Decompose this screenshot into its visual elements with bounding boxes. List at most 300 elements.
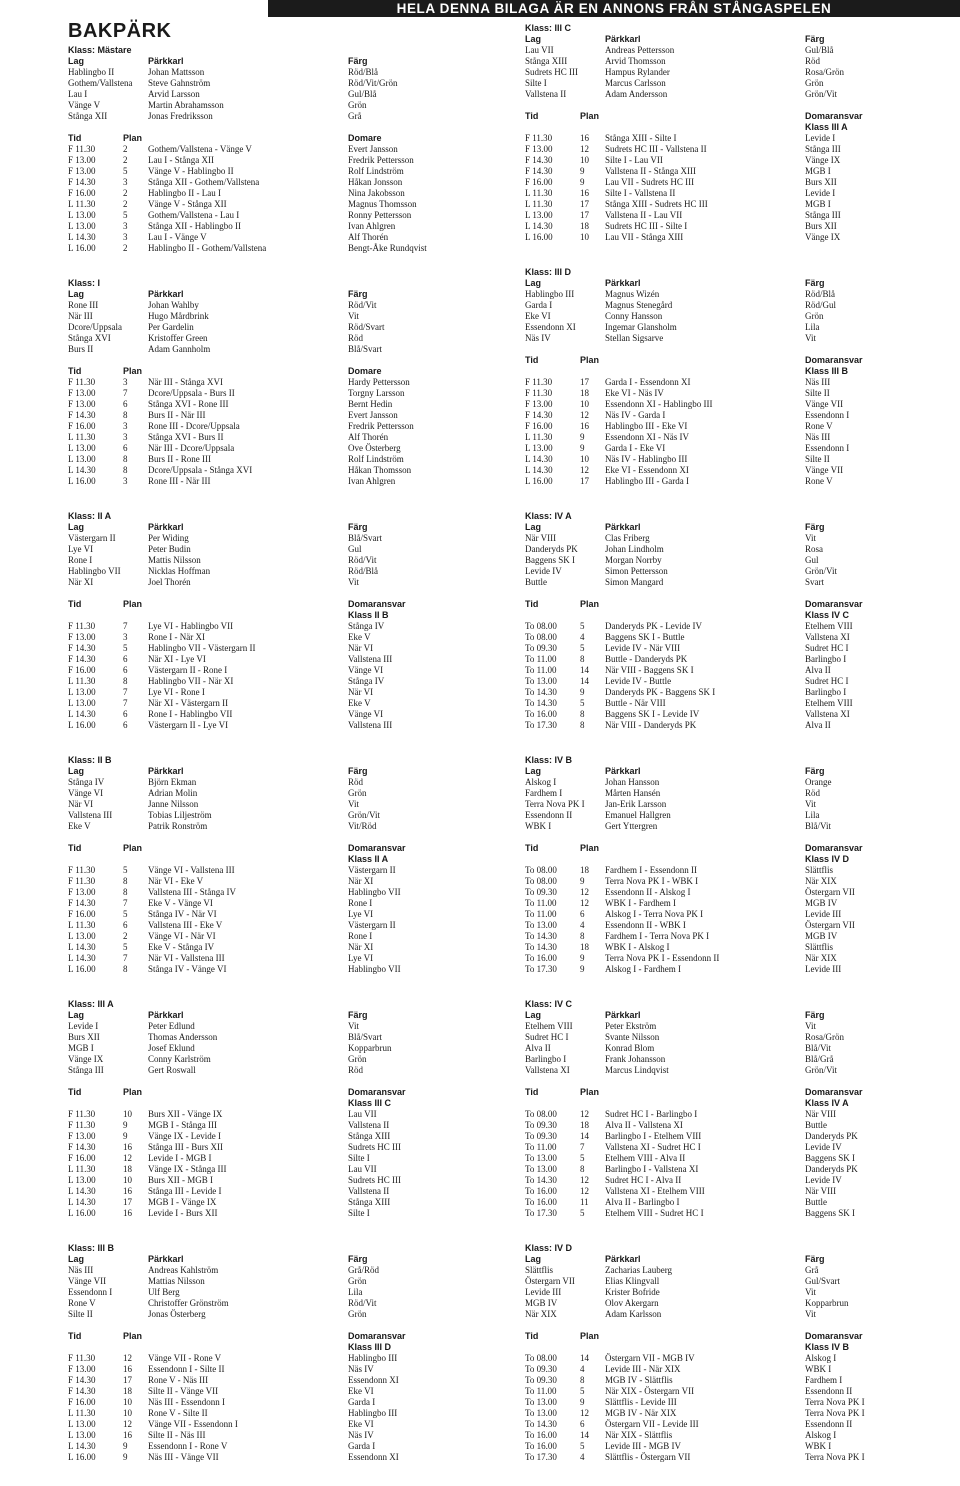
match-header-row <box>525 599 905 610</box>
match-time: F 14.30 <box>525 410 553 420</box>
match-teams: Rone V - Silte II <box>148 1408 208 1418</box>
tid-header: Tid <box>68 599 82 609</box>
match-time: L 13.00 <box>68 698 96 708</box>
match-teams: När XI - Västergarn II <box>148 698 229 708</box>
match-teams: Östergarn VII - MGB IV <box>605 1353 695 1363</box>
class-title: Klass: IV D <box>525 1243 573 1253</box>
match-field: 9 <box>580 1397 585 1407</box>
blank <box>525 1098 580 1109</box>
team-row <box>68 1276 460 1287</box>
tid-header: Tid <box>68 1331 82 1341</box>
team-parkarl: Clas Friberg <box>605 533 650 543</box>
match-row <box>68 443 460 454</box>
match-header-row <box>68 1331 460 1342</box>
match-time: To 17.30 <box>525 1452 557 1462</box>
tid-header: Tid <box>525 111 539 121</box>
match-referee: Rolf Lindström <box>348 454 404 464</box>
match-field: 18 <box>580 942 589 952</box>
team-name: MGB IV <box>525 1298 558 1308</box>
match-field: 17 <box>580 210 589 220</box>
team-name: MGB I <box>68 1043 94 1053</box>
match-row <box>525 399 905 410</box>
match-referee: Evert Jansson <box>348 410 398 420</box>
team-row <box>68 1265 460 1276</box>
team-row <box>525 1287 905 1298</box>
referee-class-row <box>525 854 905 865</box>
match-field: 12 <box>123 1419 132 1429</box>
match-teams: Essendonn I - Rone V <box>148 1441 228 1451</box>
match-time: L 16.00 <box>525 232 553 242</box>
referee-header: Domare <box>348 133 382 143</box>
team-parkarl: Martin Abrahamsson <box>148 100 224 110</box>
match-field: 10 <box>123 1397 132 1407</box>
referee-class: Klass II B <box>348 610 389 620</box>
match-header-row <box>68 599 460 610</box>
match-referee: Vänge VII <box>805 465 844 475</box>
team-row <box>68 788 460 799</box>
match-referee: Terra Nova PK I <box>805 1397 865 1407</box>
match-teams: Stånga XII - Hablingbo II <box>148 221 241 231</box>
referee-class: Klass IV A <box>805 1098 849 1108</box>
match-field: 5 <box>123 865 128 875</box>
team-parkarl: Johan Hansson <box>605 777 660 787</box>
match-row <box>68 909 460 920</box>
match-time: F 11.30 <box>525 377 553 387</box>
team-parkarl: Thomas Andersson <box>148 1032 218 1042</box>
match-row <box>525 1208 905 1219</box>
match-field: 6 <box>580 1419 585 1429</box>
match-referee: Vallstena XI <box>805 709 850 719</box>
team-name: Stånga IV <box>68 777 105 787</box>
match-row <box>68 953 460 964</box>
match-row <box>68 1109 460 1120</box>
team-color: Orange <box>805 777 832 787</box>
match-referee: WBK I <box>805 1441 832 1451</box>
farg-header: Färg <box>805 34 825 44</box>
blank <box>580 610 605 621</box>
team-parkarl: Adrian Molin <box>148 788 198 798</box>
team-parkarl: Konrad Blom <box>605 1043 655 1053</box>
team-name: Stånga III <box>68 1065 104 1075</box>
match-teams: Garda I - Eke VI <box>605 443 666 453</box>
match-teams: Vallstena III - Stånga IV <box>148 887 236 897</box>
referee-class: Klass II A <box>348 854 389 864</box>
match-time: L 11.30 <box>525 432 553 442</box>
match-header-blank <box>605 599 805 610</box>
match-referee: Näs III <box>805 432 831 442</box>
match-time: L 14.30 <box>68 709 96 719</box>
match-time: To 16.00 <box>525 953 557 963</box>
match-referee: Terra Nova PK I <box>805 1408 865 1418</box>
class-title: Klass: III D <box>525 267 572 277</box>
referee-class-row <box>525 366 905 377</box>
match-teams: När XI - Lye VI <box>148 654 206 664</box>
team-parkarl: Johan Wahlby <box>148 300 199 310</box>
match-row <box>68 1353 460 1364</box>
match-referee: Essendonn II <box>805 1419 853 1429</box>
match-field: 10 <box>580 155 589 165</box>
match-time: F 11.30 <box>525 133 553 143</box>
referee-header: Domaransvar <box>805 111 863 121</box>
team-name: Levide IV <box>525 566 562 576</box>
team-parkarl: Arvid Thomsson <box>605 56 666 66</box>
team-name: Hablingbo III <box>525 289 575 299</box>
match-time: F 14.30 <box>68 654 96 664</box>
team-name: Rone V <box>68 1298 96 1308</box>
match-time: To 08.00 <box>525 621 557 631</box>
match-row <box>525 454 905 465</box>
tid-header: Tid <box>68 366 82 376</box>
referee-class: Klass III C <box>348 1098 392 1108</box>
team-name: Baggens SK I <box>525 555 575 565</box>
match-row <box>525 1109 905 1120</box>
match-field: 8 <box>123 887 128 897</box>
team-name: Vänge VI <box>68 788 104 798</box>
match-field: 2 <box>123 188 128 198</box>
match-field: 17 <box>580 476 589 486</box>
team-row <box>525 1032 905 1043</box>
parkarl-header: Pärkkarl <box>148 289 184 299</box>
team-color: Grön <box>348 1276 367 1286</box>
team-parkarl: Elias Klingvall <box>605 1276 660 1286</box>
class-section <box>525 22 905 243</box>
spacer <box>68 588 460 599</box>
blank <box>605 1098 805 1109</box>
team-color: Röd/Blå <box>348 67 379 77</box>
match-referee: Bernt Hedin <box>348 399 393 409</box>
match-row <box>68 1452 460 1463</box>
team-name: Essendonn I <box>68 1287 113 1297</box>
class-title: Klass: II B <box>68 755 112 765</box>
match-referee: Hardy Pettersson <box>348 377 410 387</box>
match-referee: Silte II <box>805 388 830 398</box>
tid-header: Tid <box>68 843 82 853</box>
team-row <box>525 799 905 810</box>
match-field: 18 <box>580 1120 589 1130</box>
team-color: Röd/Blå <box>348 566 379 576</box>
match-teams: Näs III - Essendonn I <box>148 1397 225 1407</box>
match-referee: Stånga IV <box>348 621 385 631</box>
match-row <box>68 920 460 931</box>
spacer <box>68 355 460 366</box>
referee-header: Domaransvar <box>348 599 406 609</box>
match-field: 6 <box>123 720 128 730</box>
team-name: Näs III <box>68 1265 94 1275</box>
match-field: 12 <box>580 465 589 475</box>
match-field: 8 <box>580 709 585 719</box>
team-row <box>525 555 905 566</box>
match-teams: Hablingbo III - Garda I <box>605 476 689 486</box>
match-teams: Lau I - Stånga XII <box>148 155 214 165</box>
team-parkarl: Jonas Fredriksson <box>148 111 213 121</box>
lag-header: Lag <box>68 56 85 66</box>
blank <box>580 1342 605 1353</box>
team-name: Rone III <box>68 300 99 310</box>
match-field: 17 <box>580 377 589 387</box>
team-color: Gul <box>348 544 362 554</box>
team-parkarl: Joel Thorén <box>148 577 191 587</box>
team-parkarl: Andreas Pettersson <box>605 45 675 55</box>
match-teams: Vänge VI - När VI <box>148 931 216 941</box>
match-time: To 09.30 <box>525 887 557 897</box>
match-time: To 09.30 <box>525 1364 557 1374</box>
match-field: 8 <box>123 454 128 464</box>
match-field: 8 <box>123 876 128 886</box>
team-row <box>68 78 460 89</box>
match-row <box>525 443 905 454</box>
match-field: 17 <box>123 1197 132 1207</box>
match-field: 5 <box>580 1386 585 1396</box>
match-teams: Vallstena XI - Etelhem VIII <box>605 1186 705 1196</box>
match-referee: Håkan Thomsson <box>348 465 412 475</box>
team-color: Blå/Svart <box>348 533 382 543</box>
class-section <box>525 1242 905 1463</box>
match-field: 12 <box>580 898 589 908</box>
team-row <box>68 333 460 344</box>
class-title: Klass: IV A <box>525 511 572 521</box>
match-referee: Baggens SK I <box>805 1153 855 1163</box>
match-teams: Essendonn I - Silte II <box>148 1364 225 1374</box>
match-referee: Alva II <box>805 665 831 675</box>
referee-class-row <box>525 1098 905 1109</box>
match-teams: Rone I - När XI <box>148 632 205 642</box>
match-row <box>525 654 905 665</box>
team-header-row <box>68 522 460 533</box>
team-row <box>68 89 460 100</box>
match-row <box>68 155 460 166</box>
team-name: Näs IV <box>525 333 551 343</box>
match-time: F 14.30 <box>68 410 96 420</box>
match-teams: Vänge VI - Vallstena III <box>148 865 235 875</box>
match-time: F 16.00 <box>68 1397 96 1407</box>
match-time: L 13.00 <box>68 454 96 464</box>
match-referee: Etelhem VIII <box>805 698 853 708</box>
spacer <box>525 344 905 355</box>
lag-header: Lag <box>525 34 542 44</box>
team-name: När VIII <box>525 533 557 543</box>
match-teams: Slättflis - Levide III <box>605 1397 677 1407</box>
match-teams: Levide III - När XIX <box>605 1364 681 1374</box>
match-time: L 11.30 <box>525 188 553 198</box>
spacer <box>525 1076 905 1087</box>
tid-header: Tid <box>525 1087 539 1097</box>
team-color: Grön/Vit <box>348 810 380 820</box>
team-row <box>525 78 905 89</box>
class-section <box>525 998 905 1219</box>
team-name: WBK I <box>525 821 552 831</box>
match-time: L 13.00 <box>525 443 553 453</box>
match-time: L 11.30 <box>68 676 96 686</box>
farg-header: Färg <box>348 289 368 299</box>
match-field: 16 <box>580 188 589 198</box>
match-teams: Hablingbo II - Gothem/Vallstena <box>148 243 267 253</box>
match-row <box>525 1142 905 1153</box>
match-time: To 11.00 <box>525 1386 557 1396</box>
match-referee: Östergarn VII <box>805 920 855 930</box>
match-teams: Stånga III - Burs XII <box>148 1142 223 1152</box>
match-time: To 08.00 <box>525 865 557 875</box>
class-section <box>68 754 460 975</box>
match-teams: Alva II - Barlingbo I <box>605 1197 680 1207</box>
match-teams: Västergarn II - Rone I <box>148 665 228 675</box>
match-referee: Danderyds PK <box>805 1164 858 1174</box>
match-row <box>68 476 460 487</box>
match-field: 9 <box>580 687 585 697</box>
match-field: 10 <box>123 1109 132 1119</box>
team-name: Dcore/Uppsala <box>68 322 122 332</box>
match-referee: Hablingbo III <box>348 1408 398 1418</box>
match-time: F 16.00 <box>68 188 96 198</box>
match-time: F 14.30 <box>68 1142 96 1152</box>
lag-header: Lag <box>525 1010 542 1020</box>
plan-header: Plan <box>580 843 600 853</box>
team-row <box>68 544 460 555</box>
team-parkarl: Marcus Carlsson <box>605 78 666 88</box>
match-teams: När VIII - Baggens SK I <box>605 665 694 675</box>
match-header-row <box>525 355 905 366</box>
match-referee: Alf Thorén <box>348 432 389 442</box>
match-referee: När VIII <box>805 1186 837 1196</box>
match-row <box>525 1120 905 1131</box>
match-time: To 08.00 <box>525 1109 557 1119</box>
match-field: 6 <box>123 443 128 453</box>
match-teams: Vallstena III - Eke V <box>148 920 223 930</box>
match-field: 14 <box>580 1353 589 1363</box>
match-row <box>525 621 905 632</box>
match-teams: Levide IV - Buttle <box>605 676 672 686</box>
match-referee: Levide IV <box>805 1175 842 1185</box>
match-row <box>68 1142 460 1153</box>
team-parkarl: Adam Karlsson <box>605 1309 662 1319</box>
team-parkarl: Patrik Ronström <box>148 821 208 831</box>
match-field: 9 <box>580 876 585 886</box>
match-teams: Rone I - Hablingbo VII <box>148 709 233 719</box>
match-teams: Etelhem VIII - Sudret HC I <box>605 1208 704 1218</box>
team-color: Röd/Blå <box>805 289 836 299</box>
match-field: 9 <box>123 1452 128 1462</box>
match-field: 9 <box>123 1131 128 1141</box>
match-field: 9 <box>123 1120 128 1130</box>
match-time: L 14.30 <box>525 454 553 464</box>
match-teams: Gothem/Vallstena - Vänge V <box>148 144 252 154</box>
match-teams: Stånga IV - När VI <box>148 909 217 919</box>
team-name: Vallstena XI <box>525 1065 570 1075</box>
match-referee: Levide I <box>805 188 836 198</box>
match-header-row <box>525 843 905 854</box>
team-parkarl: Emanuel Hallgren <box>605 810 671 820</box>
team-color: Röd/Vit <box>348 1298 377 1308</box>
match-field: 16 <box>123 1142 132 1152</box>
team-name: Silte II <box>68 1309 93 1319</box>
blank <box>525 1342 580 1353</box>
match-teams: När XIX - Östergarn VII <box>605 1386 695 1396</box>
class-section <box>68 44 460 254</box>
match-field: 7 <box>123 898 128 908</box>
blank <box>123 610 148 621</box>
match-time: L 16.00 <box>68 1208 96 1218</box>
team-name: Vänge VII <box>68 1276 107 1286</box>
match-field: 9 <box>580 177 585 187</box>
match-teams: Barlingbo I - Etelhem VIII <box>605 1131 702 1141</box>
match-field: 16 <box>580 133 589 143</box>
match-field: 3 <box>123 377 128 387</box>
match-time: L 14.30 <box>68 1441 96 1451</box>
match-row <box>525 1353 905 1364</box>
match-time: L 13.00 <box>68 1175 96 1185</box>
match-time: L 13.00 <box>68 931 96 941</box>
team-color: Röd/Vit/Grön <box>348 78 398 88</box>
match-referee: Vänge VI <box>348 665 384 675</box>
team-name: Stånga XII <box>68 111 108 121</box>
referee-class-row <box>68 1098 460 1109</box>
match-teams: Terra Nova PK I - Essendonn II <box>605 953 720 963</box>
match-referee: Buttle <box>805 1197 827 1207</box>
team-row <box>68 1065 460 1076</box>
tid-header: Tid <box>68 133 82 143</box>
team-name: Vänge V <box>68 100 101 110</box>
match-time: F 14.30 <box>68 643 96 653</box>
match-row <box>68 177 460 188</box>
match-field: 17 <box>580 199 589 209</box>
plan-header: Plan <box>123 599 143 609</box>
match-field: 8 <box>123 676 128 686</box>
team-parkarl: Marcus Lindqvist <box>605 1065 669 1075</box>
match-row <box>68 432 460 443</box>
team-parkarl: Kristoffer Green <box>148 333 208 343</box>
match-row <box>68 1419 460 1430</box>
team-name: Hablingbo VII <box>68 566 121 576</box>
team-name: Burs II <box>68 344 94 354</box>
match-field: 7 <box>123 388 128 398</box>
team-header-row <box>525 766 905 777</box>
match-row <box>525 377 905 388</box>
match-referee: Vänge IX <box>805 155 841 165</box>
match-teams: Eke V - Stånga IV <box>148 942 215 952</box>
match-referee: När XIX <box>805 876 837 886</box>
lag-header: Lag <box>68 1010 85 1020</box>
match-time: To 13.00 <box>525 1408 557 1418</box>
match-time: To 09.30 <box>525 1375 557 1385</box>
blank <box>123 854 148 865</box>
match-field: 2 <box>123 155 128 165</box>
team-color: Vit <box>348 799 359 809</box>
team-row <box>68 1032 460 1043</box>
class-section <box>68 998 460 1219</box>
team-color: Gul <box>805 555 819 565</box>
match-referee: Rone V <box>805 421 833 431</box>
team-row <box>525 777 905 788</box>
class-title: Klass: I <box>68 278 101 288</box>
match-row <box>68 188 460 199</box>
match-referee: Sudret HC I <box>805 643 849 653</box>
match-teams: Östergarn VII - Levide III <box>605 1419 699 1429</box>
team-name: Västergarn II <box>68 533 116 543</box>
blank <box>580 854 605 865</box>
team-color: Lila <box>805 322 820 332</box>
match-referee: Alva II <box>805 720 831 730</box>
match-field: 8 <box>580 720 585 730</box>
match-time: L 11.30 <box>68 432 96 442</box>
parkarl-header: Pärkkarl <box>605 34 641 44</box>
match-field: 3 <box>123 632 128 642</box>
match-row <box>525 166 905 177</box>
match-row <box>68 1364 460 1375</box>
match-time: F 16.00 <box>68 665 96 675</box>
team-row <box>525 544 905 555</box>
match-header-blank <box>148 366 348 377</box>
match-row <box>525 199 905 210</box>
match-teams: Baggens SK I - Buttle <box>605 632 685 642</box>
